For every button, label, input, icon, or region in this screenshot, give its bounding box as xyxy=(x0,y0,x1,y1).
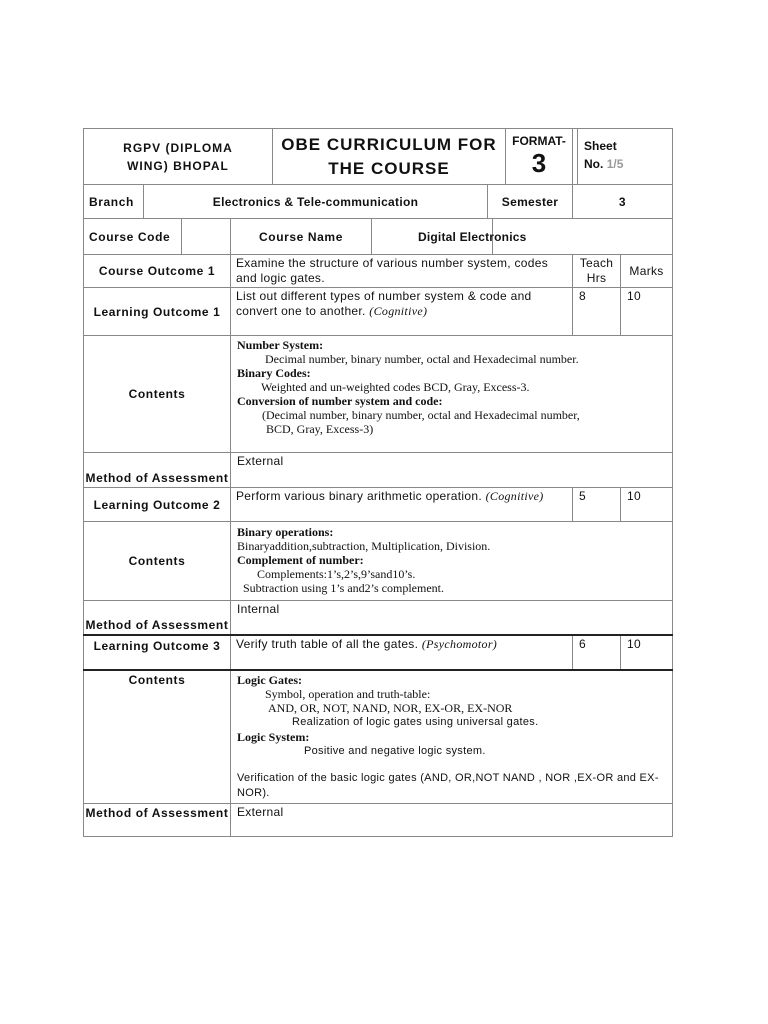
lo1-row xyxy=(84,288,673,336)
lo3-label: Learning Outcome 3 xyxy=(84,635,231,670)
lo2-label: Learning Outcome 2 xyxy=(84,488,231,522)
lo1-contents-l3: (Decimal number, binary number, octal and Hexadecimal number, xyxy=(262,408,580,422)
course-outcome-row xyxy=(84,255,673,288)
lo2-assessment-label: Method of Assessment xyxy=(84,601,231,635)
course-row xyxy=(84,219,673,255)
lo2-contents-l1: Binaryaddition,subtraction, Multiplication, Division. xyxy=(237,539,491,553)
sheet-no-label: No. xyxy=(584,157,604,171)
lo3-contents-l5: Verification of the basic logic gates (AND, OR,NOT NAND , NOR ,EX-OR and EX-NOR). xyxy=(237,771,659,799)
lo1-contents-h3: Conversion of number system and code: xyxy=(237,394,443,408)
teach-hrs-header: Teach Hrs xyxy=(573,255,621,288)
lo1-contents-row xyxy=(84,336,673,453)
lo1-text xyxy=(231,288,573,336)
branch-value xyxy=(144,185,573,219)
lo3-contents-label: Contents xyxy=(84,670,231,804)
branch-value-text: Electronics & Tele-communication xyxy=(212,194,419,209)
lo2-domain: (Cognitive) xyxy=(485,489,544,503)
course-code-value xyxy=(181,219,225,254)
lo3-assessment: External xyxy=(231,803,673,836)
lo2-contents-row xyxy=(84,522,673,601)
document-title-text: OBE CURRICULUM FOR THE COURSE xyxy=(281,134,497,178)
semester-value: 3 xyxy=(573,185,673,219)
lo3-contents-row xyxy=(84,670,673,804)
lo3-text-body: Verify truth table of all the gates. xyxy=(236,636,419,651)
course-code-label-text: Course Code xyxy=(89,229,171,244)
lo1-assessment-label: Method of Assessment xyxy=(84,453,231,488)
lo3-contents-l1: Symbol, operation and truth-table: xyxy=(265,686,431,701)
lo1-domain: (Cognitive) xyxy=(369,304,428,318)
course-code-label xyxy=(84,219,231,255)
lo1-contents-h1: Number System: xyxy=(237,338,324,352)
format-label xyxy=(506,134,572,179)
branch-label: Branch xyxy=(84,185,144,219)
lo2-assessment: Internal xyxy=(231,601,673,635)
lo2-contents-h1: Binary operations: xyxy=(237,525,334,539)
format-label-text: FORMAT- xyxy=(512,134,566,148)
curriculum-table xyxy=(83,128,673,837)
lo1-text-body: List out different types of number system & code and convert one to another. xyxy=(236,289,532,318)
header-row xyxy=(84,129,673,185)
lo2-marks: 10 xyxy=(621,488,673,522)
lo3-assessment-row xyxy=(84,803,673,836)
lo1-label: Learning Outcome 1 xyxy=(84,288,231,336)
lo3-contents-h2: Logic System: xyxy=(237,729,310,744)
course-name-value xyxy=(418,219,673,255)
lo3-assessment-label: Method of Assessment xyxy=(84,803,231,836)
lo3-hrs: 6 xyxy=(573,635,621,670)
lo2-contents-label: Contents xyxy=(84,522,231,601)
course-name-value-text: Digital Electronics xyxy=(418,229,527,244)
lo3-row xyxy=(84,635,673,670)
branch-row xyxy=(84,185,673,219)
format-number: 3 xyxy=(531,148,547,178)
lo3-contents-h1: Logic Gates: xyxy=(237,672,302,687)
lo3-contents-l4: Positive and negative logic system. xyxy=(304,744,486,757)
lo2-contents-l3: Subtraction using 1’s and2’s complement. xyxy=(243,581,444,595)
lo1-marks: 10 xyxy=(621,288,673,336)
lo3-contents-l2: AND, OR, NOT, NAND, NOR, EX-OR, EX-NOR xyxy=(268,700,513,715)
lo3-domain: (Psychomotor) xyxy=(421,636,498,651)
lo1-contents-l1: Decimal number, binary number, octal and Hexadecimal number. xyxy=(265,352,579,366)
lo1-contents-h2: Binary Codes: xyxy=(237,366,311,380)
course-outcome-text: Examine the structure of various number system, codes and logic gates. xyxy=(231,255,573,288)
marks-header: Marks xyxy=(621,255,673,288)
sheet-cell xyxy=(573,129,673,185)
sheet-value: 1/5 xyxy=(606,157,624,171)
semester-label: Semester xyxy=(487,185,572,218)
lo1-contents xyxy=(231,336,673,453)
lo2-contents-l2: Complements:1’s,2’s,9’sand10’s. xyxy=(257,567,416,581)
lo2-contents-h2: Complement of number: xyxy=(237,553,364,567)
lo1-hrs: 8 xyxy=(573,288,621,336)
lo1-contents-label: Contents xyxy=(84,336,231,453)
sheet-label: Sheet xyxy=(584,139,617,153)
institute-cell xyxy=(84,129,273,185)
lo1-contents-l4: BCD, Gray, Excess-3) xyxy=(266,422,374,436)
course-outcome-label: Course Outcome 1 xyxy=(84,255,231,288)
lo2-text-body: Perform various binary arithmetic operation. xyxy=(236,489,482,503)
lo3-contents xyxy=(231,670,673,804)
lo2-assessment-row xyxy=(84,601,673,635)
lo3-text xyxy=(231,635,573,670)
course-name-label-text: Course Name xyxy=(231,219,372,254)
lo3-marks: 10 xyxy=(621,635,673,670)
lo2-hrs: 5 xyxy=(573,488,621,522)
lo2-text xyxy=(231,488,573,522)
lo2-contents xyxy=(231,522,673,601)
lo1-assessment: External xyxy=(231,453,673,488)
lo3-contents-l3: Realization of logic gates using universal gates. xyxy=(292,715,539,728)
lo1-assessment-row xyxy=(84,453,673,488)
sheet-number xyxy=(578,129,629,184)
document-title xyxy=(273,129,506,184)
title-cell xyxy=(273,129,573,185)
lo1-contents-l2: Weighted and un-weighted codes BCD, Gray, Excess-3. xyxy=(261,380,530,394)
lo2-row xyxy=(84,488,673,522)
institute-name: RGPV (DIPLOMA WING) BHOPAL xyxy=(123,140,233,173)
